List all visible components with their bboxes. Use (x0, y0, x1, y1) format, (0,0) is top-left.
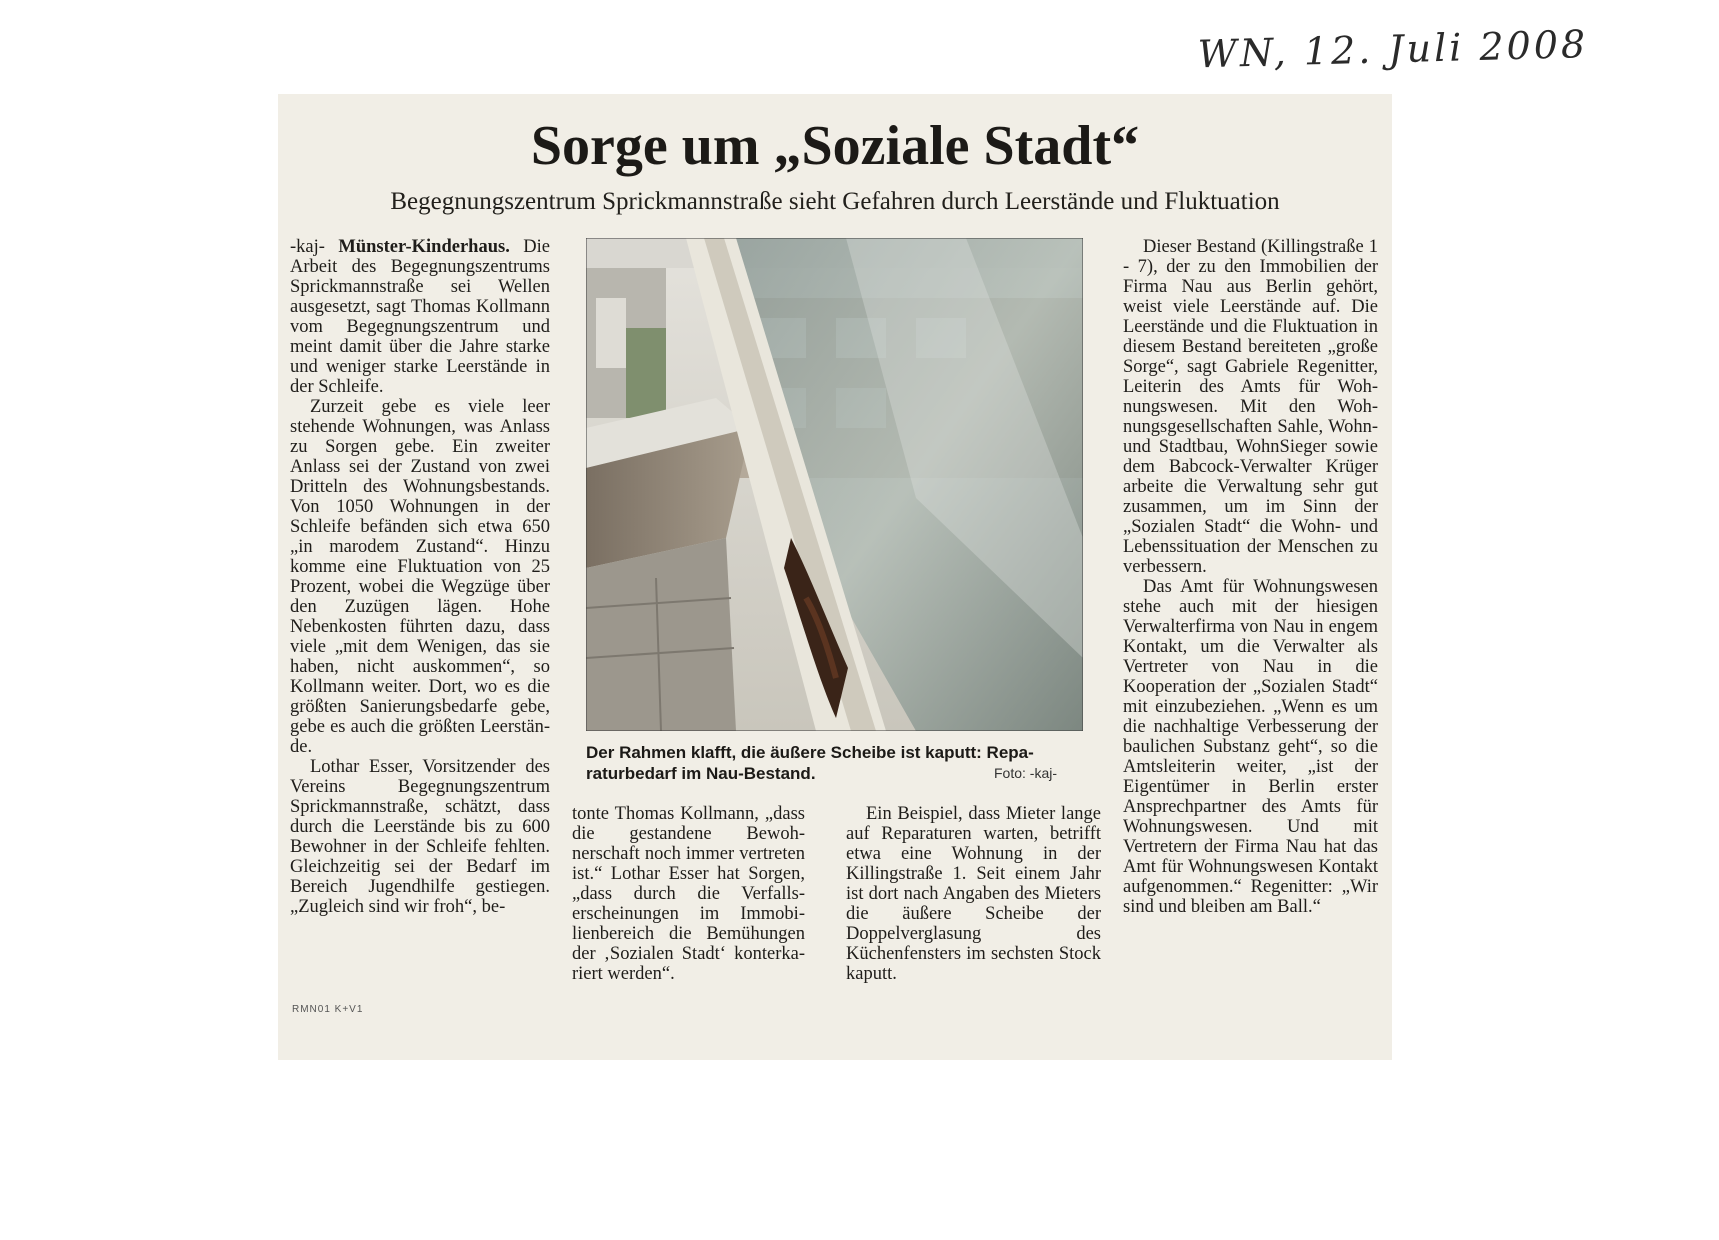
print-code: RMN01 K+V1 (292, 1004, 364, 1015)
text-column-3 (846, 804, 1101, 984)
paragraph: Lothar Esser, Vorsitzender des Vereins Begegnungszentrum Sprickmannstraße, schätzt, dass durch die Leerstände bis zu 600 Bewohner in der Schleife fehlten. Gleichzeitig sei der Bedarf im Bereich Jugendhilfe gestiegen. „Zugleich sind wir froh“, be- (290, 757, 550, 917)
handwritten-date-note: WN, 12. Juli 2008 (1197, 22, 1589, 77)
newspaper-clipping (278, 94, 1392, 1060)
article-photo (586, 238, 1083, 731)
dateline: Münster-Kinderhaus. (338, 237, 510, 257)
article-headline: Sorge um „Soziale Stadt“ (530, 115, 1140, 177)
paragraph: tonte Thomas Kollmann, „dass die gestandene Bewohnerschaft noch immer vertreten ist.“ Lothar Esser hat Sorgen, „dass durch die Verfallserscheinungen im Immobilienbereich die Bemühungen der ‚Sozialen Stadt‘ konterkariert werden“. (572, 804, 805, 984)
paragraph: Zurzeit gebe es viele leer stehende Wohnungen, was Anlass zu Sorgen gebe. Ein zweiter Anlass sei der Zustand von zwei Dritteln des Wohnungsbestands. Von 1050 Wohnungen in der Schleife befänden sich etwa 650 „in marodem Zustand“. Hinzu komme eine Fluktuation von 25 Prozent, wobei die Wegzüge über den Zuzügen lägen. Hohe Nebenkosten führten dazu, dass viele „mit dem Wenigen, das sie haben, nicht auskommen“, so Kollmann weiter. Dort, wo es die größten Sanierungsbedarfe gebe, gebe es auch die größten Leerstände. (290, 397, 550, 757)
text-column-4 (1123, 237, 1378, 917)
article-subheadline: Begegnungszentrum Sprickmannstraße sieht Gefahren durch Leerstände und Fluktuation (390, 188, 1280, 215)
paragraph: Das Amt für Wohnungswesen stehe auch mit der hiesigen Verwalterfirma von Nau in engem Kontakt, um die Verwalter als Vertreter von Nau in die Kooperation der „Sozialen Stadt“ mit einzubeziehen. „Wenn es um die nachhaltige Verbesserung der baulichen Substanz geht“, so die Amtsleiterin weiter, „ist der Eigentümer in Berlin erster Ansprechpartner des Amts für Wohnungswesen. Und mit Vertretern der Firma Nau hat das Amt für Wohnungswesen Kontakt aufgenommen.“ Regenitter: „Wir sind und bleiben am Ball.“ (1123, 577, 1378, 917)
author-tag: -kaj- (290, 237, 339, 257)
photo-credit: Foto: -kaj- (994, 765, 1058, 781)
paragraph: Ein Beispiel, dass Mieter lange auf Reparaturen warten, betrifft etwa eine Wohnung in der Killingstraße 1. Seit einem Jahr ist dort nach Angaben des Mieters die äußere Scheibe der Doppelverglasung des Küchenfensters im sechsten Stock kaputt. (846, 804, 1101, 984)
paragraph: Dieser Bestand (Killingstraße 1 - 7), der zu den Immobilien der Firma Nau aus Berlin gehört, weist viele Leerstände auf. Die Leerstände und die Fluktuation in diesem Bestand bereiteten „große Sorge“, sagt Gabriele Regenitter, Leiterin des Amts für Wohnungswesen. Mit den Wohnungsgesellschaften Sahle, Wohn- und Stadtbau, WohnSieger sowie dem Babcock-Verwalter Krüger arbeite die Verwaltung sehr gut zusammen, um im Sinn der „Sozialen Stadt“ die Wohn- und Lebenssituation der Menschen zu verbessern. (1123, 237, 1378, 577)
paragraph-text: Die Arbeit des Begegnungszentrums Sprickmannstraße sei Wellen ausgesetzt, sagt Thomas Kollmann vom Begegnungszentrum und meint damit über die Jahre starke und weniger starke Leerstände in der Schleife. (290, 237, 550, 397)
photo-caption: Der Rahmen klafft, die äußere Scheibe ist kaputt: Reparaturbedarf im Nau-Bestand. (586, 743, 1034, 783)
paragraph (290, 237, 550, 397)
text-column-2 (572, 804, 805, 984)
window-frame-photo (586, 238, 1083, 731)
text-column-1 (290, 237, 550, 917)
